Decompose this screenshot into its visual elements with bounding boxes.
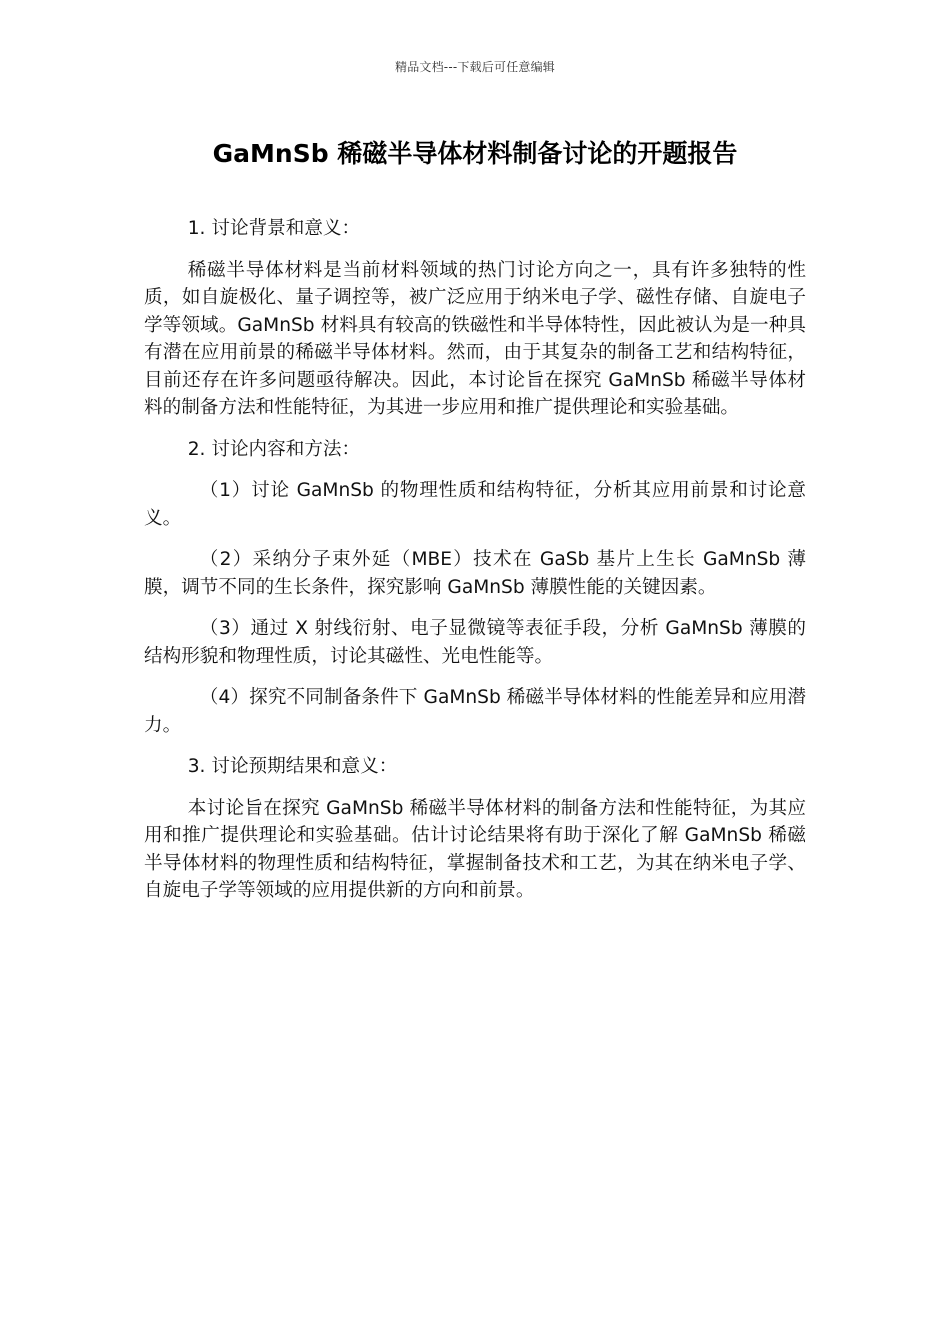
section-2-heading: 2. 讨论内容和方法： [187,438,361,460]
header-note: 精品文档---下载后可任意编辑 [395,60,555,74]
section-2-item-3: （3）通过 X 射线衍射、电子显微镜等表征手段，分析 GaMnSb 薄膜的结构形貌和物理性质，讨论其磁性、光电性能等。 [144,618,806,667]
document-title: GaMnSb 稀磁半导体材料制备讨论的开题报告 [212,139,738,168]
section-1-heading: 1. 讨论背景和意义： [187,218,361,239]
document-body [144,215,806,919]
section-1-paragraph: 稀磁半导体材料是当前材料领域的热门讨论方向之一，具有许多独特的性质，如自旋极化、量子调控等，被广泛应用于纳米电子学、磁性存储、自旋电子学等领域。GaMnSb 材料具有较高的铁磁性和半导体特性，因此被认为是一种具有潜在应用前景的稀磁半导体材料。然而，由于其复杂的制备工艺和结构特征，目前还存在许多问题亟待解决。因此，本讨论旨在探究 GaMnSb 稀磁半导体材料的制备方法和性能特征，为其进一步应用和推广提供理论和实验基础。 [144,259,806,418]
section-3-heading: 3. 讨论预期结果和意义： [187,756,398,777]
section-2-item-4: （4）探究不同制备条件下 GaMnSb 稀磁半导体材料的性能差异和应用潜力。 [144,687,806,736]
section-3-paragraph: 本讨论旨在探究 GaMnSb 稀磁半导体材料的制备方法和性能特征，为其应用和推广提供理论和实验基础。估计讨论结果将有助于深化了解 GaMnSb 稀磁半导体材料的物理性质和结构特征，掌握制备技术和工艺，为其在纳米电子学、自旋电子学等领域的应用提供新的方向和前景。 [144,797,806,901]
section-2-item-2: （2）采纳分子束外延（MBE）技术在 GaSb 基片上生长 GaMnSb 薄膜，调节不同的生长条件，探究影响 GaMnSb 薄膜性能的关键因素。 [144,549,806,598]
section-2-item-1: （1）讨论 GaMnSb 的物理性质和结构特征，分析其应用前景和讨论意义。 [144,480,806,529]
